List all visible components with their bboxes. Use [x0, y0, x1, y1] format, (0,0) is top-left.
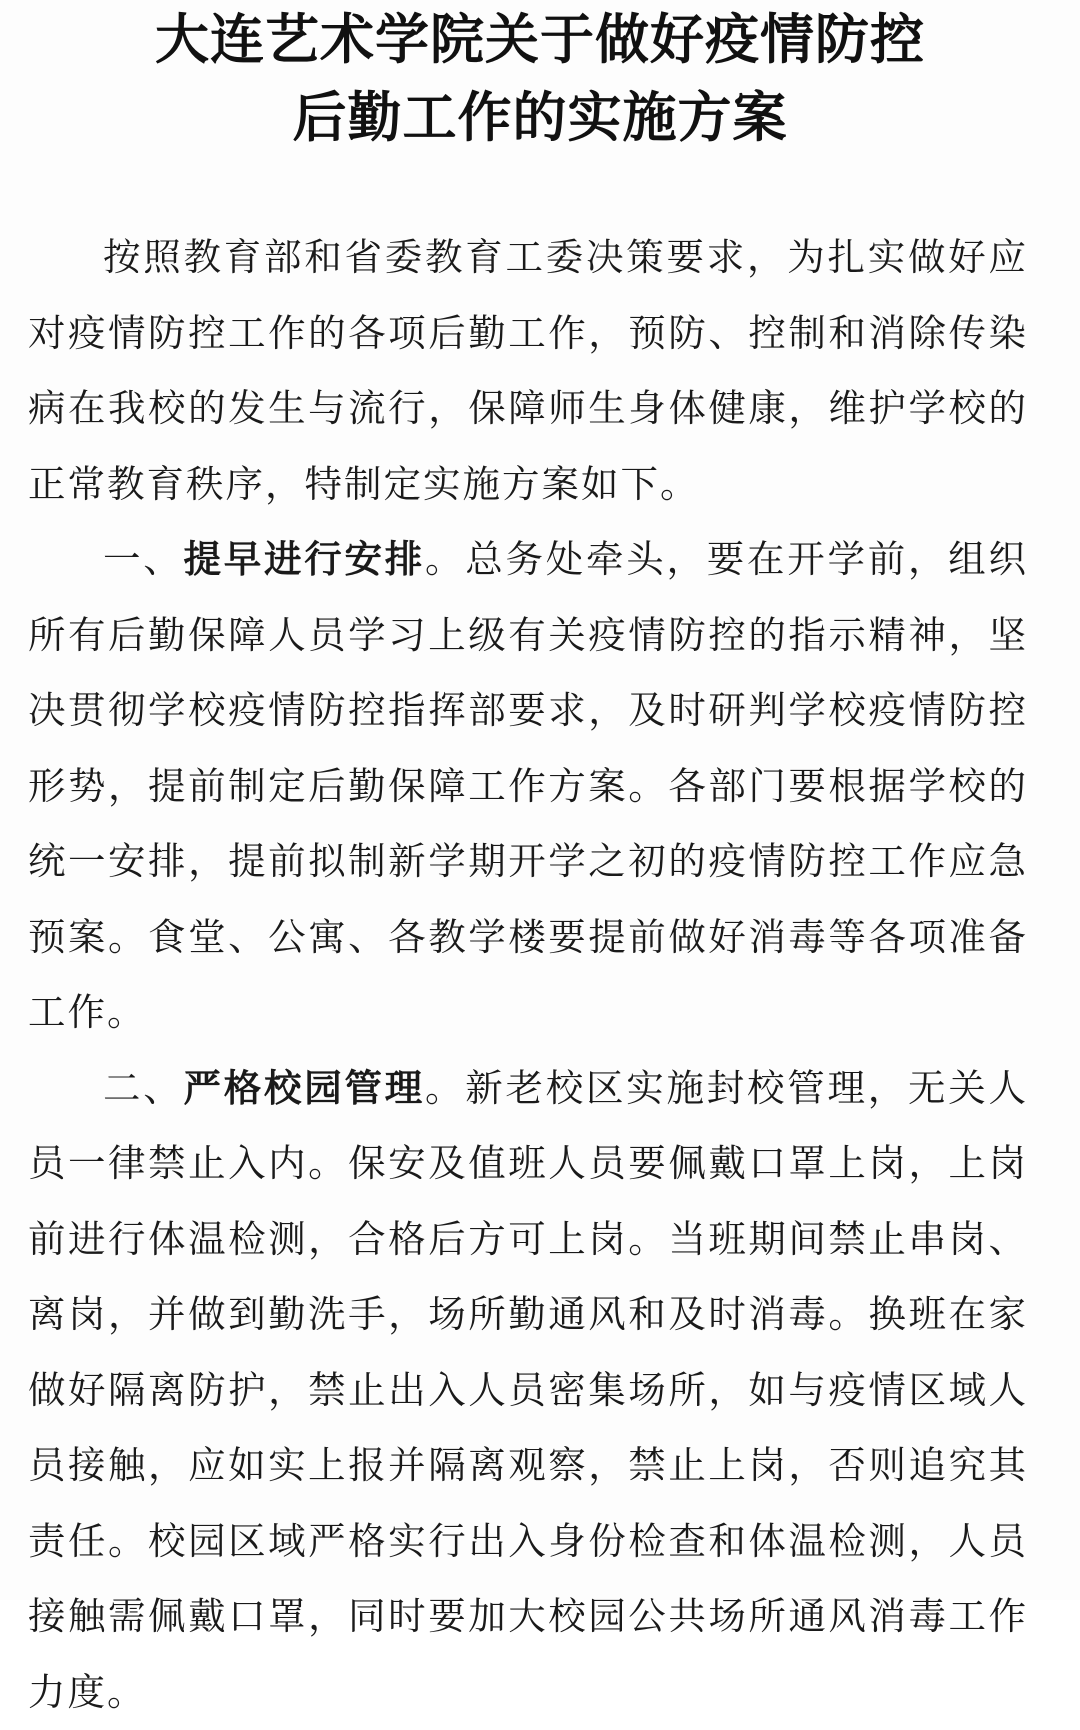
document-body	[28, 220, 1028, 1730]
section-2-paragraph	[28, 1051, 1028, 1730]
section-2-heading-punct: 。	[425, 1066, 465, 1110]
intro-paragraph: 按照教育部和省委教育工委决策要求，为扎实做好应对疫情防控工作的各项后勤工作，预防、控制和消除传染病在我校的发生与流行，保障师生身体健康，维护学校的正常教育秩序，特制定实施方案如下。	[28, 220, 1028, 522]
section-2-heading: 严格校园管理	[184, 1066, 426, 1110]
section-1-text: 总务处牵头，要在开学前，组织所有后勤保障人员学习上级有关疫情防控的指示精神，坚决贯彻学校疫情防控指挥部要求，及时研判学校疫情防控形势，提前制定后勤保障工作方案。各部门要根据学校的统一安排，提前拟制新学期开学之初的疫情防控工作应急预案。食堂、公寓、各教学楼要提前做好消毒等各项准备工作。	[28, 537, 1028, 1034]
document-title-line-2: 后勤工作的实施方案	[0, 86, 1080, 150]
section-1-heading-punct: 。	[425, 537, 465, 581]
document-title-line-1: 大连艺术学院关于做好疫情防控	[0, 8, 1080, 72]
section-1-number: 一、	[103, 537, 184, 581]
section-2-number: 二、	[103, 1066, 184, 1110]
section-1-heading: 提早进行安排	[184, 537, 426, 581]
section-2-text: 新老校区实施封校管理，无关人员一律禁止入内。保安及值班人员要佩戴口罩上岗，上岗前进行体温检测，合格后方可上岗。当班期间禁止串岗、离岗，并做到勤洗手，场所勤通风和及时消毒。换班在家做好隔离防护，禁止出入人员密集场所，如与疫情区域人员接触，应如实上报并隔离观察，禁止上岗，否则追究其责任。校园区域严格实行出入身份检查和体温检测，人员接触需佩戴口罩，同时要加大校园公共场所通风消毒工作力度。	[28, 1066, 1028, 1714]
section-1-paragraph	[28, 522, 1028, 1051]
